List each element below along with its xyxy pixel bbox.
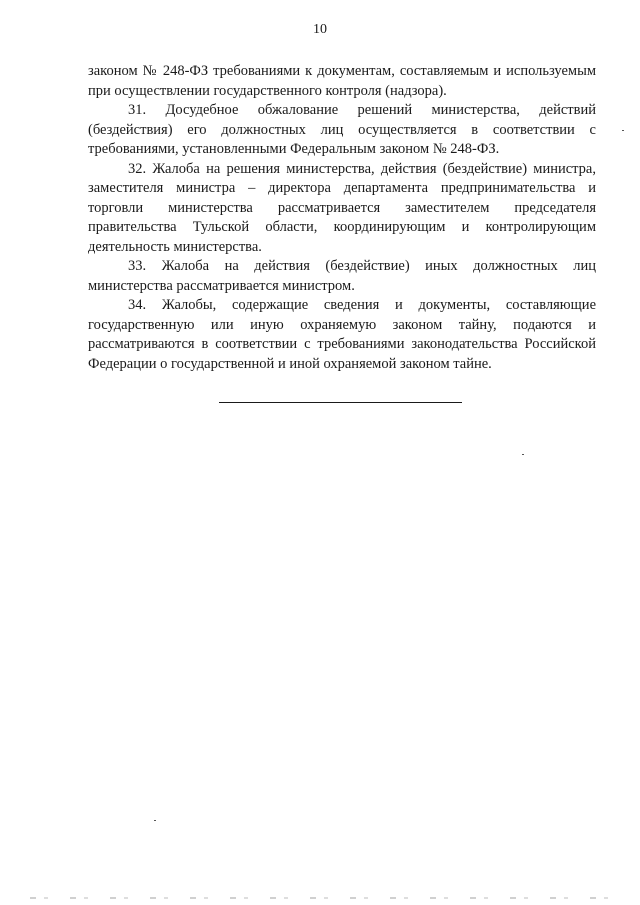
paragraph-34: 34. Жалобы, содержащие сведения и документы, составляющие государственную или иную охраняемую законом тайну, подаются и рассматриваются в соответствии с требованиями законодательства Российской Федерации о государственной и иной охраняемой законом тайне. — [88, 297, 596, 372]
end-separator-line — [219, 402, 462, 403]
paragraph-31: 31. Досудебное обжалование решений министерства, действий (бездействия) его должностных лиц осуществляется в соответствии с требованиями, установленными Федеральным законом № 248-ФЗ. — [88, 102, 596, 157]
paragraph-32: 32. Жалоба на решения министерства, действия (бездействие) министра, заместителя министра – директора департамента предпринимательства и торговли министерства рассматривается заместителем председателя правительства Тульской области, координирующим и контролирующим деятельность министерства. — [88, 160, 596, 255]
paragraph-continuation: законом № 248-ФЗ требованиями к документам, составляемым и используемым при осуществлении государственного контроля (надзора). — [88, 63, 596, 99]
paragraph-33: 33. Жалоба на действия (бездействие) иных должностных лиц министерства рассматривается министром. — [88, 258, 596, 294]
scan-speck — [154, 820, 156, 821]
document-body — [88, 62, 596, 374]
scan-speck — [522, 454, 524, 455]
page-number: 10 — [313, 22, 327, 37]
scan-speck — [622, 130, 624, 131]
scan-edge-noise — [30, 897, 630, 899]
